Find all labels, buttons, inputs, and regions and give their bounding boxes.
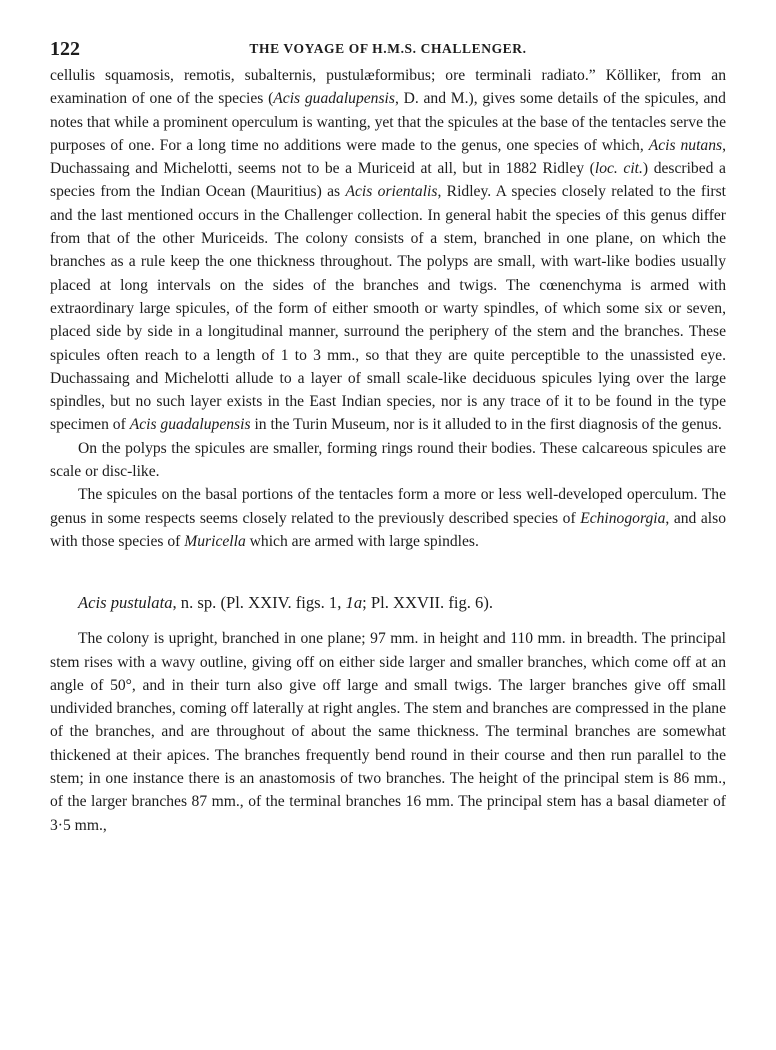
text-run: , and also with those species of	[50, 509, 726, 550]
page-header	[50, 38, 726, 64]
heading-text: , n. sp. (Pl. XXIV. figs. 1,	[172, 593, 346, 613]
heading-text: ; Pl. XXVII. fig. 6).	[362, 593, 494, 613]
species-heading	[50, 591, 726, 615]
taxon-name: Echinogorgia	[580, 509, 666, 527]
text-run: which are armed with large spindles.	[245, 532, 479, 550]
taxon-name: Acis nutans	[648, 136, 723, 154]
taxon-name: Acis guadalupensis	[273, 90, 395, 108]
page-number: 122	[50, 38, 80, 60]
text-run: ) described a species from the Indian Ocean (Mauritius) as	[50, 160, 726, 201]
taxon-name: Muricella	[184, 532, 246, 550]
species-description	[50, 627, 726, 837]
text-run: in the Turin Museum, nor is it alluded to in the first diagnosis of the genus.	[250, 416, 722, 434]
paragraph	[50, 64, 726, 437]
text-run: cellulis squamosis, remotis, subalternis, pustulæformibus; ore terminali radiato.” Kölliker, from an examination of one of the species (	[50, 67, 726, 108]
text-run: The spicules on the basal portions of the tentacles form a more or less well-developed operculum. The genus in some respects seems closely related to the previously described species of	[50, 486, 726, 527]
paragraph: The colony is upright, branched in one plane; 97 mm. in height and 110 mm. in breadth. The principal stem rises with a wavy outline, giving off on either side larger and smaller branches, which come off at an angle of 50°, and in their turn also give off large and small twigs. The larger branches give off small undivided branches, coming off laterally at right angles. The stem and branches are compressed in the plane of the branches, and are throughout of about the same thickness. The terminal branches are somewhat thickened at their apices. The branches frequently bend round in their course and then run parallel to the stem; in one instance there is an anastomosis of two branches. The height of the principal stem is 86 mm., of the larger branches 87 mm., of the terminal branches 16 mm. The principal stem has a basal diameter of 3·5 mm.,	[50, 630, 726, 834]
running-title: THE VOYAGE OF H.M.S. CHALLENGER.	[249, 41, 527, 56]
figure-ref: 1a	[345, 593, 363, 613]
section-gap	[50, 553, 726, 591]
page	[50, 38, 726, 837]
citation: loc. cit.	[594, 160, 643, 178]
text-run: , Ridley. A species closely related to the first and the last mentioned occurs in the Challenger collection. In general habit the species of this genus differ from that of the other Muriceids. The colony consists of a stem, branched in one plane, on which the branches as a rule keep the one thickness throughout. The polyps are small, with wart-like bodies usually placed at long intervals on the sides of the branches and twigs. The cœnenchyma is armed with extraordinary large spicules, of the form of either smooth or warty spindles, of which some six or seven, placed side by side in a longitudinal manner, surround the periphery of the stem and the branches. These spicules often reach to a length of 1 to 3 mm., so that they are quite perceptible to the unassisted eye. Duchassaing and Michelotti allude to a layer of small scale-like deciduous spicules lying over the large spindles, but no such layer exists in the East Indian species, nor is any trace of it to be found in the type specimen of	[50, 183, 726, 434]
paragraph	[50, 483, 726, 553]
text-run: , Duchassaing and Michelotti, seems not to be a Muriceid at all, but in 1882 Ridley (	[50, 136, 726, 178]
taxon-name: Acis guadalupensis	[129, 416, 251, 434]
species-name: Acis pustulata	[78, 593, 173, 613]
taxon-name: Acis orientalis	[345, 183, 438, 201]
text-run: , D. and M.), gives some details of the spicules, and notes that while a prominent operculum is wanting, yet that the spicules at the base of the tentacles serve the purposes of one. For a long time no additions were made to the genus, one species of which,	[50, 90, 726, 154]
paragraph: On the polyps the spicules are smaller, forming rings round their bodies. These calcareous spicules are scale or disc-like.	[50, 439, 726, 481]
body-text	[50, 64, 726, 553]
